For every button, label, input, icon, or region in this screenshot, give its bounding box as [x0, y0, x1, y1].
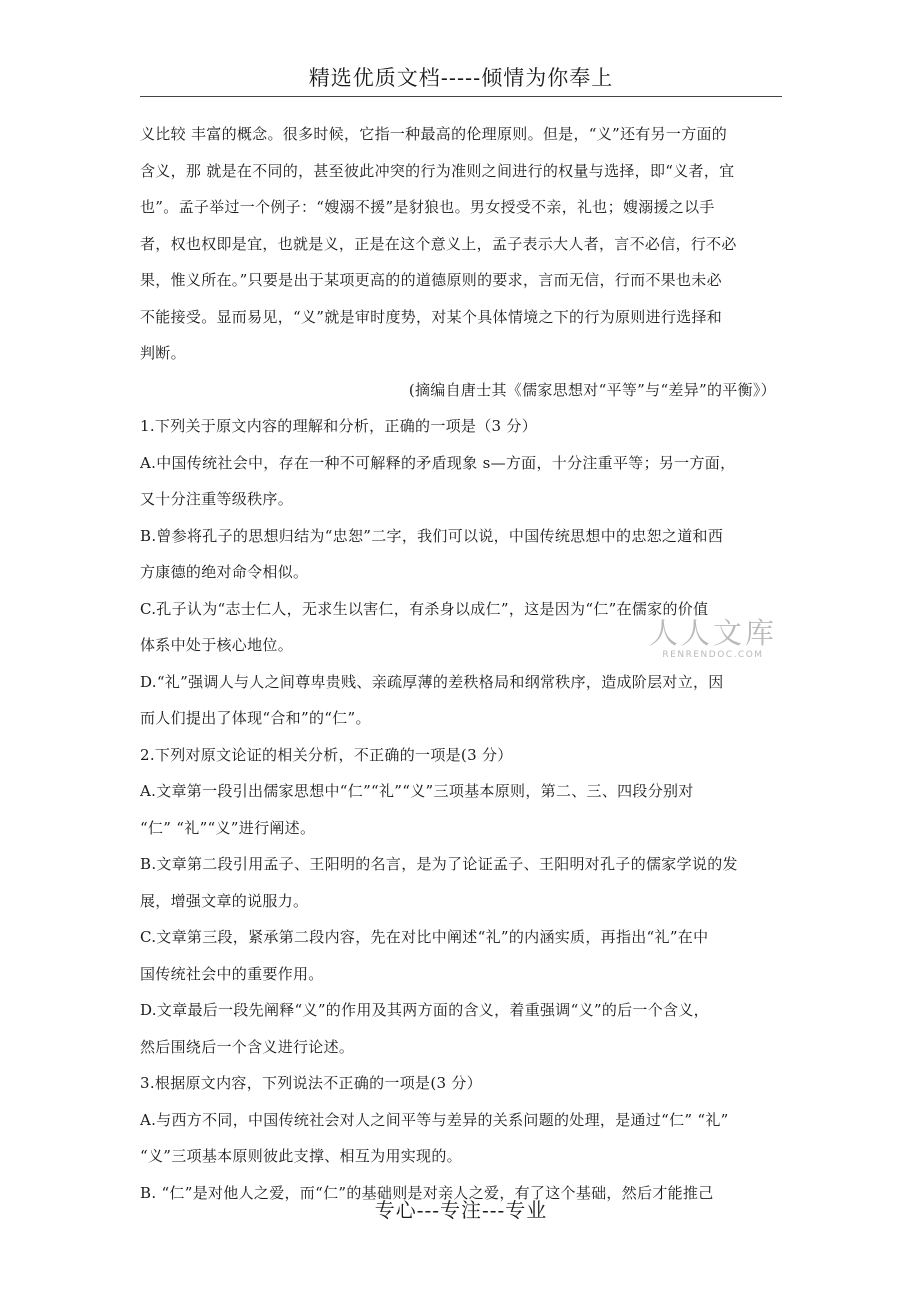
question-1-option-d: D.“礼”强调人与人之间尊卑贵贱、亲疏厚薄的差秩格局和纲常秩序，造成阶层对立，因 — [140, 672, 724, 691]
paragraph-line: 不能接受。显而易见，“义”就是审时度势，对某个具体情境之下的行为原则进行选择和 — [140, 307, 723, 326]
paragraph-line: 义比较 丰富的概念。很多时候，它指一种最高的伦理原则。但是，“义”还有另一方面的 — [140, 125, 728, 143]
question-2-option-a-cont: “仁” “礼”“义”进行阐述。 — [140, 818, 316, 837]
question-3-option-a: A.与西方不同，中国传统社会对人之间平等与差异的关系问题的处理，是通过“仁” “礼” — [140, 1110, 729, 1129]
paragraph-line: 含义，那 就是在不同的，甚至彼此冲突的行为准则之间进行的权量与选择，即“义者，宜 — [140, 161, 735, 180]
question-2-stem: 2.下列对原文论证的相关分析，不正确的一项是(3 分） — [140, 745, 513, 764]
paragraph-line: 判断。 — [140, 344, 186, 362]
question-2-option-c: C.文章第三段，紧承第二段内容，先在对比中阐述“礼”的内涵实质，再指出“礼”在中 — [140, 928, 709, 946]
question-1-option-c: C.孔子认为“志士仁人，无求生以害仁，有杀身以成仁”，这是因为“仁”在儒家的价值 — [140, 599, 709, 618]
question-1-option-c-cont: 体系中处于核心地位。 — [140, 636, 294, 654]
watermark-title: 人人文库 — [648, 616, 777, 650]
paragraph-line: 果，惟义所在。”只要是出于某项更高的的道德原则的要求，言而无信，行而不果也未必 — [140, 271, 722, 289]
question-1-stem: 1.下列关于原文内容的理解和分析，正确的一项是（3 分） — [140, 417, 538, 435]
question-3-option-a-cont: “义”三项基本原则彼此支撑、相互为用实现的。 — [140, 1147, 462, 1165]
question-1-option-b-cont: 方康德的绝对命令相似。 — [140, 563, 309, 581]
question-1-option-a: A.中国传统社会中，存在一种不可解释的矛盾现象 s—方面，十分注重平等；另一方面， — [140, 453, 736, 472]
question-2-option-d-cont: 然后围绕后一个含义进行论述。 — [140, 1037, 355, 1056]
question-2-option-d: D.文章最后一段先阐释“义”的作用及其两方面的含义，着重强调“义”的后一个含义， — [140, 1001, 709, 1019]
question-1-option-a-cont: 又十分注重等级秩序。 — [140, 490, 294, 508]
question-2-option-c-cont: 国传统社会中的重要作用。 — [140, 964, 324, 983]
question-1-option-d-cont: 而人们提出了体现“合和”的“仁”。 — [140, 709, 371, 727]
page-header-title: 精选优质文档-----倾情为你奉上 — [308, 66, 614, 90]
watermark-subtitle: RENRENDOC.COM — [662, 650, 764, 660]
question-2-option-a: A.文章第一段引出儒家思想中“仁”“礼”“义”三项基本原则，第二、三、四段分别对 — [140, 782, 694, 800]
question-1-option-b: B.曾参将孔子的思想归结为“忠恕”二字，我们可以说，中国传统思想中的忠恕之道和西 — [140, 526, 724, 545]
paragraph-line: 也”。孟子举过一个例子：“嫂溺不援”是豺狼也。男女授受不亲，礼也；嫂溺援之以手 — [140, 198, 715, 216]
question-2-option-b-cont: 展，增强文章的说服力。 — [140, 891, 309, 910]
header-divider — [140, 96, 782, 97]
question-3-stem: 3.根据原文内容，下列说法不正确的一项是(3 分） — [140, 1074, 482, 1092]
page-footer: 专心---专注---专业 — [374, 1198, 548, 1222]
question-3-option-b: B. “仁”是对他人之爱，而“仁”的基础则是对亲人之爱，有了这个基础，然后才能推己 — [140, 1183, 714, 1202]
source-citation: (摘编自唐士其《儒家思想对“平等”与“差异”的平衡》） — [408, 380, 776, 399]
question-2-option-b: B.文章第二段引用孟子、王阳明的名言，是为了论证孟子、王阳明对孔子的儒家学说的发 — [140, 855, 738, 873]
paragraph-line: 者，权也权即是宜，也就是义，正是在这个意义上，孟子表示大人者，言不必信，行不必 — [140, 234, 737, 253]
document-body — [140, 116, 782, 1211]
